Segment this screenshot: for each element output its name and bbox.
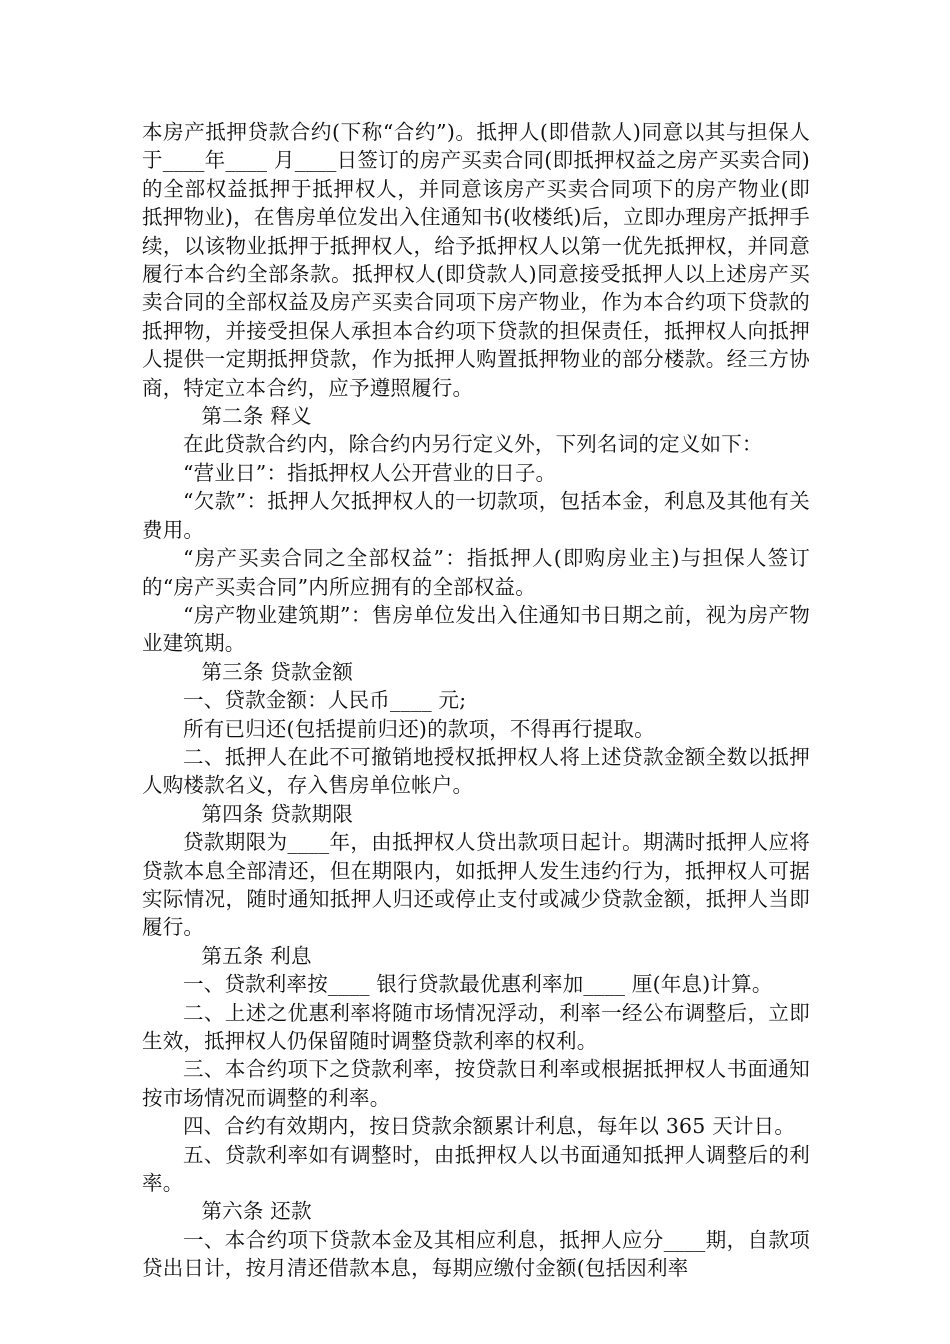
paragraph: 五、贷款利率如有调整时，由抵押权人以书面通知抵押人调整后的利率。 [142, 1142, 810, 1196]
document-body [142, 118, 810, 1283]
paragraph: 贷款期限为____年，由抵押权人贷出款项日起计。期满时抵押人应将贷款本息全部清还，但在期限内，如抵押人发生违约行为，抵押权人可据实际情况，随时通知抵押人归还或停止支付或减少贷款金额，抵押人当即履行。 [142, 830, 810, 940]
paragraph-preamble: 本房产抵押贷款合约(下称“合约”)。抵押人(即借款人)同意以其与担保人于____年____ 月____日签订的房产买卖合同(即抵押权益之房产买卖合同)的全部权益抵押于抵押权人，并同意该房产买卖合同项下的房产物业(即抵押物业)，在售房单位发出入住通知书(收楼纸)后，立即办理房产抵押手续，以该物业抵押于抵押权人，给予抵押权人以第一优先抵押权，并同意履行本合约全部条款。抵押权人(即贷款人)同意接受抵押人以上述房产买卖合同的全部权益及房产买卖合同项下房产物业，作为本合约项下贷款的抵押物，并接受担保人承担本合约项下贷款的担保责任，抵押权人向抵押人提供一定期抵押贷款，作为抵押人购置抵押物业的部分楼款。经三方协商，特定立本合约，应予遵照履行。 [142, 120, 810, 400]
article-6-heading: 第六条 还款 [201, 1199, 312, 1224]
paragraph: 三、本合约项下之贷款利率，按贷款日利率或根据抵押权人书面通知按市场情况而调整的利率。 [142, 1057, 810, 1110]
paragraph: 在此贷款合约内，除合约内另行定义外，下列名词的定义如下： [183, 432, 763, 457]
paragraph: 二、上述之优惠利率将随市场情况浮动，利率一经公布调整后，立即生效，抵押权人仍保留随时调整贷款利率的权利。 [142, 1000, 810, 1053]
paragraph: 二、抵押人在此不可撤销地授权抵押权人将上述贷款金额全数以抵押人购楼款名义，存入售房单位帐户。 [142, 744, 810, 798]
article-2-heading: 第二条 释义 [201, 404, 312, 429]
paragraph: 四、合约有效期内，按日贷款余额累计利息，每年以 365 天计日。 [183, 1114, 796, 1139]
article-4-heading: 第四条 贷款期限 [201, 801, 354, 826]
article-3-heading: 第三条 贷款金额 [201, 659, 354, 684]
article-5-heading: 第五条 利息 [201, 943, 312, 968]
definition-business-day: “营业日”：指抵押权人公开营业的日子。 [183, 460, 557, 485]
paragraph: 一、贷款利率按____ 银行贷款最优惠利率加____ 厘(年息)计算。 [183, 972, 773, 997]
definition-contract-rights: “房产买卖合同之全部权益”：指抵押人(即购房业主)与担保人签订的“房产买卖合同”内所应拥有的全部权益。 [142, 546, 810, 599]
paragraph: 所有已归还(包括提前归还)的款项，不得再行提取。 [183, 716, 655, 741]
paragraph: 一、本合约项下贷款本金及其相应利息，抵押人应分____期，自款项贷出日计，按月清还借款本息，每期应缴付金额(包括因利率 [142, 1227, 810, 1281]
paragraph: 一、贷款金额：人民币____ 元; [183, 688, 467, 713]
definition-arrears: “欠款”：抵押人欠抵押权人的一切款项，包括本金，利息及其他有关费用。 [142, 489, 810, 542]
definition-construction-period: “房产物业建筑期”：售房单位发出入住通知书日期之前，视为房产物业建筑期。 [142, 602, 810, 656]
